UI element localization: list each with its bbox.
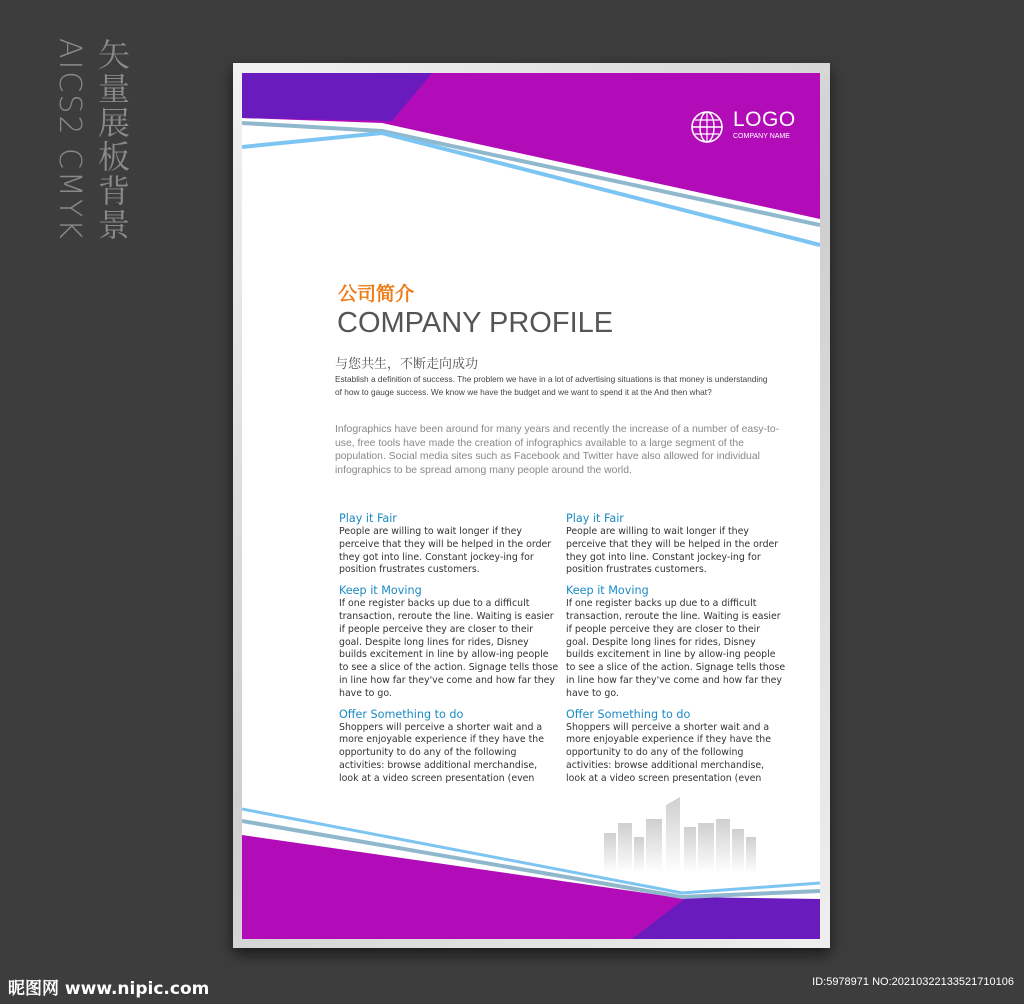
section-title: Play it Fair (566, 512, 624, 525)
section-title: Offer Something to do (566, 707, 691, 721)
section-title: Keep it Moving (566, 584, 649, 598)
side-caption (52, 38, 135, 242)
section (566, 707, 786, 786)
section-body: Shoppers will perceive a shorter wait and a more enjoyable experience if they have the opportunity to do any of the following activities: browse additional merchandise, look at a video screen presentation (even (339, 721, 545, 784)
subtitle-cn: 与您共生，不断走向成功 (335, 357, 479, 372)
text-column-right (566, 511, 786, 792)
side-caption-cn: 矢量展板背景 (93, 38, 131, 242)
heading-en: COMPANY PROFILE (337, 307, 614, 339)
section-title: Offer Something to do (339, 707, 464, 721)
intro-bold-paragraph: Establish a definition of success. The problem we have in a lot of advertising situations is that money is understanding of how to gauge success. We know we have the budget and we want to spend it at the And then what? (335, 374, 768, 397)
section (339, 583, 559, 700)
side-caption-en: AICS2 CMYK (52, 38, 87, 241)
section-title: Play it Fair (339, 512, 397, 525)
heading-cn: 公司简介 (338, 283, 415, 305)
intro-paragraph: Infographics have been around for many years and recently the increase of a number of easy-to-use, free tools have made the creation of infographics available to a large segment of the population. Social media sites such as Facebook and Twitter have also allowed for individual infographics to be spread among many people around the world. (335, 424, 780, 476)
watermark-site: 昵图网 www.nipic.com (8, 979, 210, 999)
text-column-left (339, 511, 559, 792)
city-skyline-icon (594, 793, 764, 873)
section (339, 707, 559, 786)
section-title: Keep it Moving (339, 584, 422, 598)
section-body: People are willing to wait longer if they perceive that they will be helped in the order they got into line. Constant jockey-ing for position frustrates customers. (339, 526, 552, 576)
globe-icon (690, 110, 724, 144)
section (566, 583, 786, 700)
section-body: If one register backs up due to a difficult transaction, reroute the line. Waiting is easier if people perceive they are closer to their goal. Despite long lines for rides, Disney builds excitement in line by allow-ing people to see a slice of the action. Signage tells those in line how far they've come and how far they have to go. (566, 598, 786, 699)
section (566, 511, 786, 577)
logo-text: LOGO (733, 108, 796, 131)
logo (690, 108, 810, 148)
section-body: Shoppers will perceive a shorter wait and a more enjoyable experience if they have the opportunity to do any of the following activities: browse additional merchandise, look at a video screen presentation (even (566, 721, 772, 784)
poster-board (242, 73, 820, 939)
section (339, 511, 559, 577)
logo-company-name: COMPANY NAME (733, 133, 790, 140)
section-body: If one register backs up due to a difficult transaction, reroute the line. Waiting is easier if people perceive they are closer to their goal. Despite long lines for rides, Disney builds excitement in line by allow-ing people to see a slice of the action. Signage tells those in line how far they've come and how far they have to go. (339, 598, 559, 699)
section-body: People are willing to wait longer if they perceive that they will be helped in the order they got into line. Constant jockey-ing for position frustrates customers. (566, 526, 779, 576)
watermark-id: ID:5978971 NO:20210322133521710106 (812, 976, 1014, 988)
